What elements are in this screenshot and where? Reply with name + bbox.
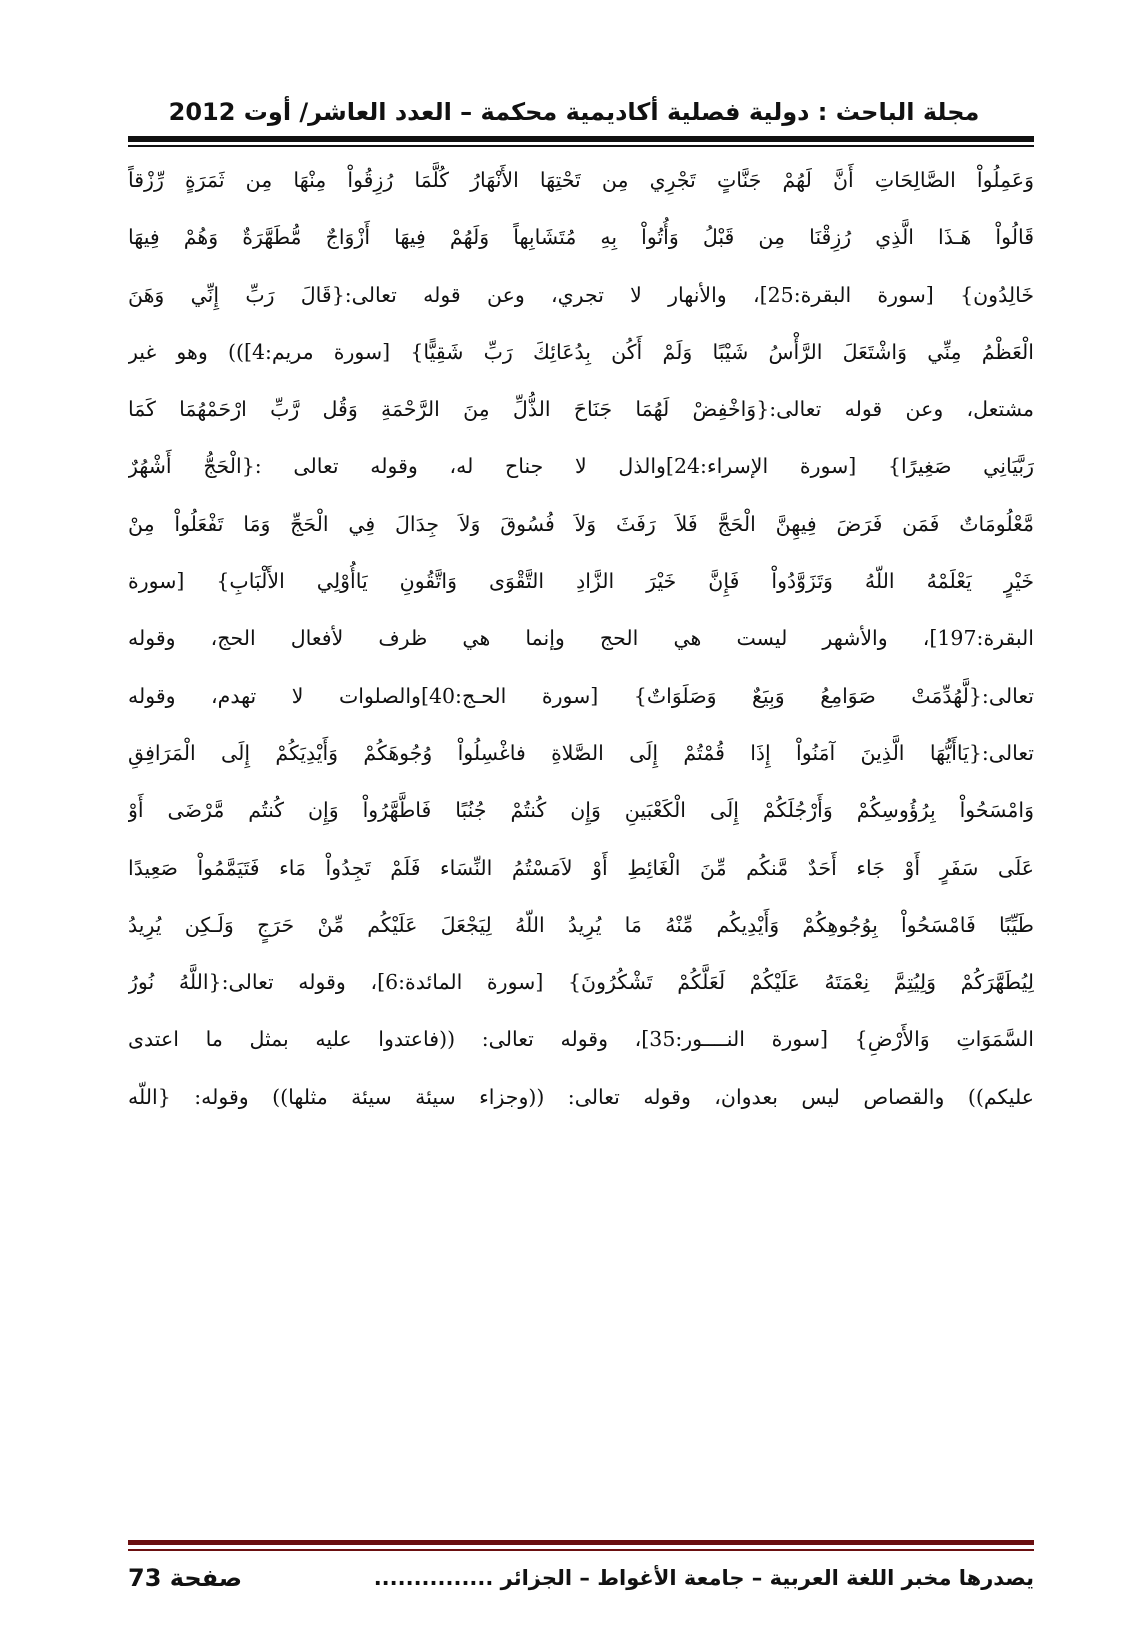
body-line: مشتعل، وعن قوله تعالى:{وَاخْفِضْ لَهُمَا جَنَاحَ الذُّلِّ مِنَ الرَّحْمَةِ وَقُل رَّبِّ ارْحَمْهُمَا كَمَا [128,397,1034,422]
body-line: تعالى:{يَاأَيُّهَا الَّذِينَ آمَنُواْ إِذَا قُمْتُمْ إِلَى الصَّلاةِ فاغْسِلُواْ وُجُوهَكُمْ وَأَيْدِيَكُمْ إِلَى الْمَرَافِقِ [128,740,1034,765]
footer-rule-thick [128,1540,1034,1545]
body-line: مَّعْلُومَاتٌ فَمَن فَرَضَ فِيهِنَّ الْحَجَّ فَلاَ رَفَثَ وَلاَ فُسُوقَ وَلاَ جِدَالَ فِي الْحَجِّ وَمَا تَفْعَلُواْ مِنْ [128,511,1034,536]
body-line: طَيِّبًا فَامْسَحُواْ بِوُجُوهِكُمْ وَأَيْدِيكُم مِّنْهُ مَا يُرِيدُ اللّهُ لِيَجْعَلَ عَلَيْكُم مِّنْ حَرَجٍ وَلَـكِن يُرِيدُ [128,912,1034,937]
body-line: وَامْسَحُواْ بِرُؤُوسِكُمْ وَأَرْجُلَكُمْ إِلَى الْكَعْبَينِ وَإِن كُنتُمْ جُنُبًا فَاطَّهَّرُواْ وَإِن كُنتُم مَّرْضَى أَوْ [128,798,1034,823]
body-line: قَالُواْ هَـذَا الَّذِي رُزِقْنَا مِن قَبْلُ وَأُتُواْ بِهِ مُتَشَابِهاً وَلَهُمْ فِيهَا أَزْوَاجٌ مُّطَهَّرَةٌ وَهُمْ فِيهَا [128,225,1034,250]
page-number: صفحة 73 [128,1564,243,1592]
article-body [128,152,1034,1126]
body-line: رَبَّيَانِي صَغِيرًا} [سورة الإسراء:24]والذل لا جناح له، وقوله تعالى :{الْحَجُّ أَشْهُرٌ [128,454,1034,479]
body-line: لِيُطَهَّرَكُمْ وَلِيُتِمَّ نِعْمَتَهُ عَلَيْكُمْ لَعَلَّكُمْ تَشْكُرُونَ} [سورة المائدة:6]، وقوله تعالى:{اللَّهُ نُورُ [128,970,1034,995]
body-line: البقرة:197]، والأشهر ليست هي الحج وإنما هي ظرف لأفعال الحج، وقوله [128,626,1034,651]
body-line: السَّمَوَاتِ وَالأَرْضِ} [سورة النــــور:35]، وقوله تعالى: ((فاعتدوا عليه بمثل ما اعتدى [128,1027,1034,1052]
header-rule-thin [128,145,1034,147]
footer-rule-thin [128,1549,1034,1551]
header-rule-thick [128,136,1034,142]
body-line: الْعَظْمُ مِنِّي وَاشْتَعَلَ الرَّأْسُ شَيْبًا وَلَمْ أَكُن بِدُعَائِكَ رَبِّ شَقِيًّا} [سورة مريم:4])) وهو غير [128,339,1034,364]
body-line: خَالِدُون} [سورة البقرة:25]، والأنهار لا تجري، وعن قوله تعالى:{قَالَ رَبِّ إِنِّي وَهَنَ [128,282,1034,307]
body-line: عَلَى سَفَرٍ أَوْ جَاء أَحَدٌ مَّنكُم مِّنَ الْغَائِطِ أَوْ لاَمَسْتُمُ النِّسَاء فَلَمْ تَجِدُواْ مَاء فَتَيَمَّمُواْ صَعِيدًا [128,855,1034,880]
body-line: خَيْرٍ يَعْلَمْهُ اللّهُ وَتَزَوَّدُواْ فَإِنَّ خَيْرَ الزَّادِ التَّقْوَى وَاتَّقُونِ يَاأُوْلِي الأَلْبَابِ} [سورة [128,569,1034,594]
body-line: عليكم)) والقصاص ليس بعدوان، وقوله تعالى: ((وجزاء سيئة سيئة مثلها)) وقوله: {اللّه [128,1084,1034,1109]
body-line: وَعَمِلُواْ الصَّالِحَاتِ أَنَّ لَهُمْ جَنَّاتٍ تَجْرِي مِن تَحْتِهَا الأَنْهَارُ كُلَّمَا رُزِقُواْ مِنْهَا مِن ثَمَرَةٍ رِّزْقاً [128,168,1034,192]
footer-publisher: يصدرها مخبر اللغة العربية – جامعة الأغواط – الجزائر ............... [373,1566,1034,1590]
body-line: تعالى:{لَّهُدِّمَتْ صَوَامِعُ وَبِيَعٌ وَصَلَوَاتٌ} [سورة الحـج:40]والصلوات لا تهدم، وقوله [128,683,1034,708]
journal-header-title: مجلة الباحث : دولية فصلية أكاديمية محكمة – العدد العاشر/ أوت 2012 [168,98,980,126]
